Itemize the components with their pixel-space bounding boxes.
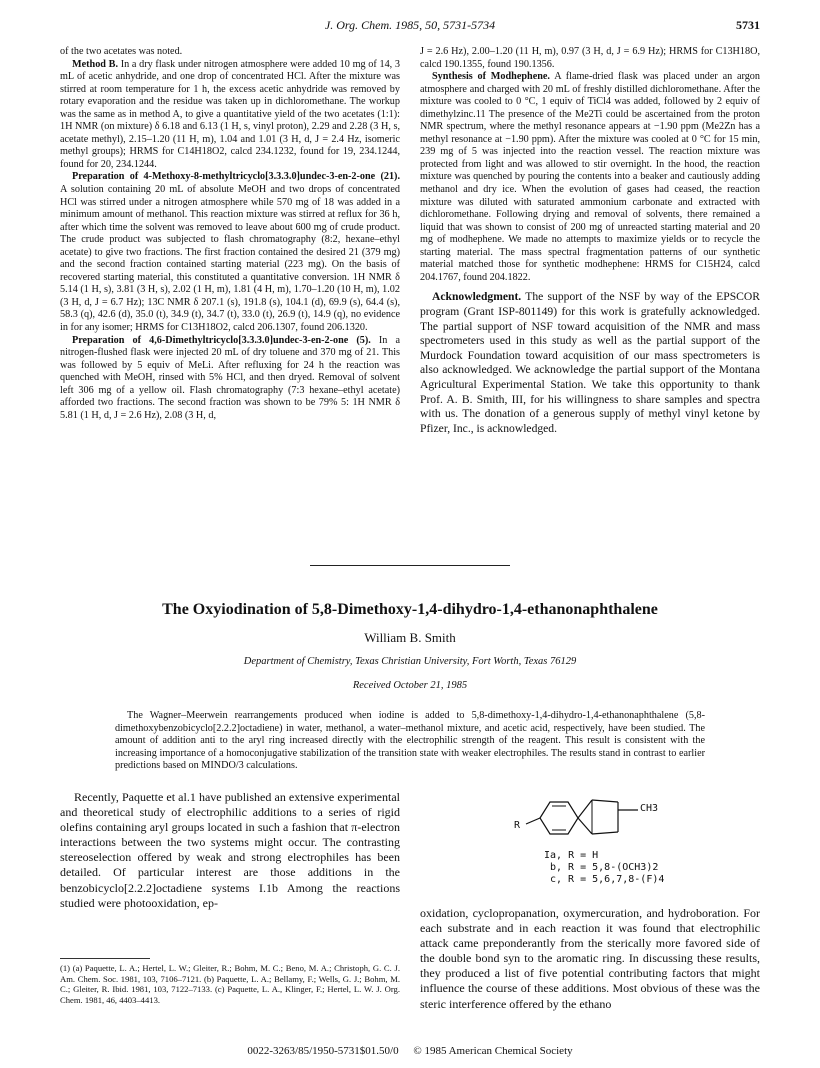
issn-code: 0022-3263/85/1950-5731$01.50/0: [247, 1045, 399, 1057]
intro-paragraph-continued: oxidation, cyclopropanation, oxymercuration, and hydroboration. For each substrate and in each reaction it was found that electrophilic attack came preponderantly from the sterically more favored side of the double bond syn to the aromatic ring. In discussing these results, they produced a list of five potential contributing factors that might influence the course of these additions. Most obvious of these was the steric interference offered by the ethano: [420, 906, 760, 1011]
compound-label: Ia, R = H: [544, 850, 599, 861]
methyl-label: CH3: [640, 803, 659, 814]
abstract: The Wagner–Meerwein rearrangements produced when iodine is added to 5,8-dimethoxy-1,4-dihydro-1,4-ethanonaphthalene (5,8-dimethoxybenzobicyclo[2.2.2]octadiene) in water, methanol, a water–methanol mixture, and acetic acid, respectively, have been studied. The amount of addition anti to the aryl ring increased directly with the electrophilic strength of the reagent. This result is consistent with the increasing importance of a homoconjugative stabilization of the transition state with weaker electrophiles. The results stand in contrast to earlier predictions based on MINDO/3 calculations.: [115, 710, 705, 772]
running-header: [60, 18, 760, 34]
compound-label: c, R = 5,6,7,8-(F)4: [550, 874, 665, 885]
run-in-heading: Preparation of 4,6-Dimethyltricyclo[3.3.3.0]undec-3-en-2-one (5).: [72, 334, 371, 346]
chemical-structure: [500, 788, 700, 900]
r-group-label: R: [514, 820, 521, 831]
page-footer: [60, 1045, 760, 1057]
paragraph: Preparation of 4,6-Dimethyltricyclo[3.3.3.0]undec-3-en-2-one (5). In a nitrogen-flushed flask were injected 20 mL of dry toluene and 370 mg of 21. This was followed by 5 equiv of MeLi. After refluxing for 24 h the reaction was quenched with MeOH, rinsed with 5% HCl, and then dryed. Removal of solvent left 306 mg of a yellow oil. Flash chromatography (7:3 hexane–ethyl acetate) afforded two fractions. The second fraction was shown to be 79% 5: 1H NMR δ 5.81 (1 H, d, J = 2.6 Hz), 2.08 (3 H, d,: [60, 334, 401, 421]
footnote-rule: [60, 958, 150, 959]
footnote: (1) (a) Paquette, L. A.; Hertel, L. W.; Gleiter, R.; Bohm, M. C.; Beno, M. A.; Christoph, G. C. J. Am. Chem. Soc. 1981, 103, 7106–7121. (b) Paquette, L. A.; Bellamy, F.; Wells, G. J.; Bohm, M. C.; Gleiter, R. Ibid. 1981, 103, 7122–7133. (c) Paquette, L. A., Klinger, F.; Hertel, L. W. J. Org. Chem. 1981, 46, 4403–4413.: [60, 963, 400, 1005]
structure-drawing: [500, 788, 700, 848]
paragraph: J = 2.6 Hz), 2.00–1.20 (11 H, m), 0.97 (3 H, d, J = 6.9 Hz); HRMS for C13H18O, calcd 190.1355, found 190.1356.: [420, 46, 760, 70]
paragraph: of the two acetates was noted.: [60, 46, 183, 57]
run-in-heading: Synthesis of Modhephene.: [432, 71, 550, 83]
left-column: [60, 46, 400, 422]
author-affiliation: Department of Chemistry, Texas Christian University, Fort Worth, Texas 76129: [243, 656, 577, 667]
right-column: [420, 46, 760, 436]
acknowledgment: Acknowledgment. The support of the NSF by way of the EPSCOR program (Grant ISP-801149) for this work is gratefully acknowledged. The partial support of NSF toward acquisition of the NMR and mass spectrometers used in this study as well as the partial support of the Murdock Foundation toward acquisition of our mass spectrometers is also acknowledged. We acknowledge the partial support of the Montana Agricultural Experimental Station. We take this opportunity to thank Prof. A. B. Smith, III, for his willingness to share samples and spectra with us. The donation of a generous supply of methyl vinyl ketone by Pfizer, Inc., is acknowledged.: [420, 290, 760, 435]
compound-label: b, R = 5,8-(OCH3)2: [550, 862, 659, 873]
journal-citation: J. Org. Chem. 1985, 50, 5731-5734: [324, 18, 496, 32]
run-in-heading: Method B.: [72, 58, 119, 70]
paragraph: Synthesis of Modhephene. A flame-dried flask was placed under an argon atmosphere and charged with 20 mL of freshly distilled dichloromethane. After the mixture was cooled to 0 °C, 1 equiv of TiCl4 was added, followed by 2 equiv of dimethylzinc.11 The presence of the Me2Ti could be ascertained from the proton NMR spectrum, where the methyl resonance appears at −1.90 ppm (Me2Zn has a methyl resonance at −1.90 ppm). After the mixture was cooled at 0 °C for 15 min, 239 mg of 5 was injected into the reaction vessel. The reaction mixture was protected from light and was allowed to stir overnight. In the hood, the reaction mixture was quenched by pouring the contents into a beaker and cautiously adding methanol and dry ice. When the evolution of gases had ceased, the reaction mixture was diluted with saturated ammonium carbonate and extracted with dichloromethane. Following drying and removal of solvents, there remained a liquid that was shown to consist of 200 mg of unreacted starting material and 20 mg of modhephene. We made no attempts to maximize yields or to recycle the starting material. The mass spectral fragmentation patterns of our synthetic material matched those for synthetic modhephene: HRMS for C15H24, calcd 204.1767, found 204.1822.: [420, 71, 760, 283]
section-divider: [310, 565, 510, 566]
article-author: William B. Smith: [364, 630, 456, 645]
intro-paragraph: Recently, Paquette et al.1 have published an extensive experimental and theoretical study of electrophilic additions to a series of rigid olefins containing aryl groups located in such a fashion that π-electron interactions between the two systems might occur. The contrasting stereoselection offered by weak and strong electrophiles has been detailed. Of particular interest are those additions in the benzobicyclo[2.2.2]octadiene systems I.1b Among the reactions studied were photooxidation, ep-: [60, 790, 400, 910]
run-in-heading: Preparation of 4-Methoxy-8-methyltricyclo[3.3.3.0]undec-3-en-2-one (21).: [72, 171, 400, 183]
received-date: Received October 21, 1985: [352, 680, 468, 691]
copyright-notice: © 1985 American Chemical Society: [413, 1045, 573, 1057]
page-number: 5731: [736, 18, 760, 32]
run-in-heading: Acknowledgment.: [432, 290, 522, 304]
article-title: The Oxyiodination of 5,8-Dimethoxy-1,4-dihydro-1,4-ethanonaphthalene: [162, 601, 658, 618]
paragraph: Preparation of 4-Methoxy-8-methyltricyclo[3.3.3.0]undec-3-en-2-one (21). A solution containing 20 mL of absolute MeOH and two drops of concentrated HCl was stirred under a nitrogen atmosphere while 570 mg of 18 was added in a minimum amount of methanol. This reaction mixture was stirred at reflux for 36 h, after which time the solvent was removed to leave about 600 mg of crude product. The crude product was subjected to flash chromatography (8:2, hexane–ethyl acetate) to give two fractions. The first fraction contained the desired 21 (379 mg) and the second fraction contained starting material (223 mg). On the basis of recovered starting material, this constituted a quantitative conversion. 1H NMR δ 5.14 (1 H, s), 3.81 (3 H, s), 2.02 (1 H, m), 1.81 (4 H, m), 1.70–1.20 (10 H, m), 1.02 (3 H, d, J = 6.7 Hz); 13C NMR δ 207.1 (s), 191.8 (s), 104.1 (d), 69.9 (s), 64.4 (s), 58.3 (q), 42.6 (d), 35.0 (t), 34.9 (t), 34.7 (t), 33.0 (t), 26.9 (t), 14.9 (q), no evidence in for any isomer; HRMS for C13H18O2, calcd 206.1307, found 206.1320.: [60, 171, 400, 334]
paragraph: Method B. In a dry flask under nitrogen atmosphere were added 10 mg of 14, 3 mL of acetic anhydride, and one drop of concentrated HCl. After the mixture was stirred at room temperature for 1 h, the excess acetic anhydride was removed by rotary evaporation and the residue was taken up in dichloromethane. The workup was the same as in method A, to give a quantitative yield of the two acetates (1:1): 1H NMR (on mixture) δ 6.18 and 6.13 (1 H, s, vinyl proton), 2.29 and 2.28 (3 H, s, acetate methyl), 2.15–1.20 (11 H, m), 1.04 and 1.01 (3 H, d, J = 2.4 Hz, isomeric methyl groups); HRMS for C14H18O2, calcd 234.1232, found for 19, 234.1244, found for 20, 234.1244.: [60, 58, 401, 170]
